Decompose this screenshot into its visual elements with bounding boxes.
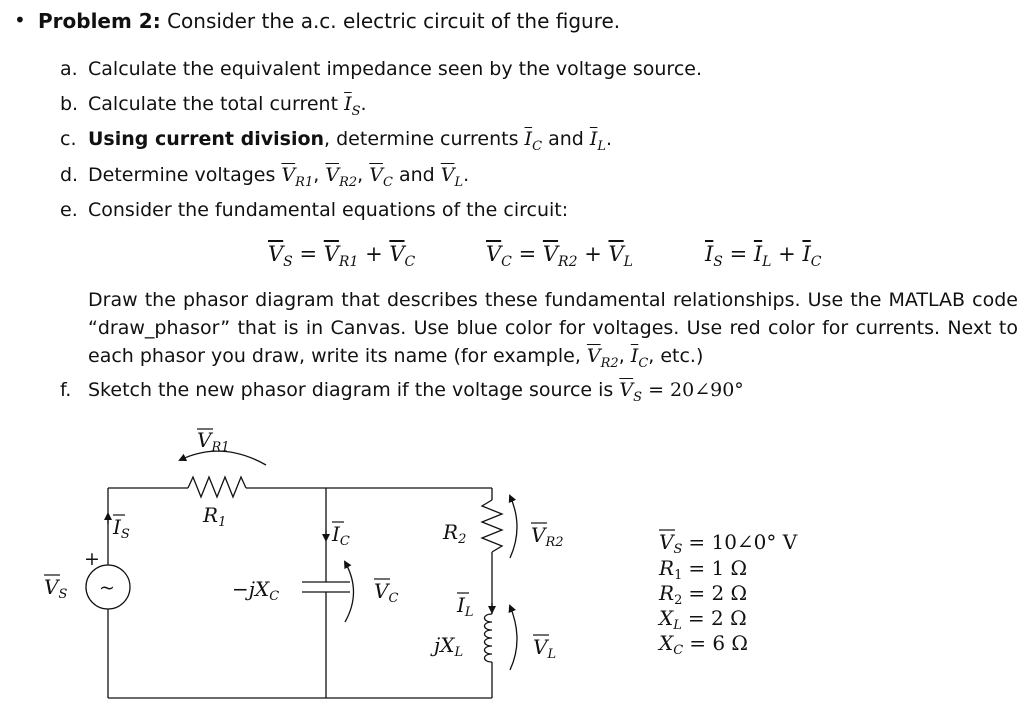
value-vs: $V_S$ = 10∠0° V: [659, 530, 798, 557]
source-plus: +: [84, 548, 100, 570]
problem-intro: Consider the a.c. electric circuit of the figure.: [167, 9, 621, 33]
is-sub: S: [351, 103, 361, 119]
label-ic: $I_C$: [332, 522, 350, 549]
item-c-end: .: [606, 128, 613, 150]
ic-sub: C: [532, 138, 543, 154]
item-d-marker: d.: [60, 164, 79, 186]
vs-new-value: = 20∠90°: [648, 379, 744, 401]
eq3-term-b-sub: L: [762, 254, 772, 271]
label-r2: $R_2$: [443, 520, 467, 547]
eq1-term-c-sub: C: [404, 254, 416, 271]
item-c-marker: c.: [60, 128, 77, 150]
eq1-term-b-sub: R1: [338, 254, 359, 271]
item-b-marker: b.: [60, 93, 79, 115]
paragraph-line-3-end: , etc.): [648, 345, 704, 367]
label-il: $I_L$: [457, 593, 474, 620]
label-vr1: $V_{R1}$: [197, 428, 230, 455]
value-r1: $R_1 = 1$ Ω: [659, 556, 748, 583]
eq2-term-b: $\overline{V}$: [542, 242, 559, 266]
label-r1: $R_1$: [203, 503, 227, 530]
paragraph-line-2: “draw_phasor” that is in Canvas. Use blue color for voltages. Use red color for currents. Next to: [88, 317, 1018, 339]
vc-symbol: $\overline{V}$: [369, 164, 383, 186]
eq2-term-b-sub: R2: [558, 254, 578, 271]
vs-new-symbol: $\overline{V}$: [619, 379, 634, 401]
paragraph-line-3: each phasor you draw, write its name (for example, $\overline{V}_{R2}$, $\overline{I}_C$, etc.): [88, 345, 704, 371]
bullet: •: [14, 8, 26, 32]
item-b-text: Calculate the total current: [88, 93, 339, 115]
item-d-end: .: [463, 164, 470, 186]
eq2-term-a: $\overline{V}$: [486, 242, 502, 266]
eq3-term-b: $\overline{I}$: [753, 242, 763, 266]
item-c-and: and: [548, 128, 584, 150]
item-e-text: Consider the fundamental equations of the circuit:: [88, 199, 569, 221]
vr1-sub: R1: [295, 174, 314, 190]
paragraph-line-3-start: each phasor you draw, write its name (for example,: [88, 345, 581, 367]
item-e-marker: e.: [60, 199, 78, 221]
ic-symbol: $\overline{I}$: [524, 128, 533, 150]
is-symbol: $\overline{I}$: [344, 93, 352, 115]
label-is: $I_S$: [113, 515, 130, 542]
resistor-r1: [188, 477, 246, 497]
eq2-equals: =: [518, 242, 537, 266]
eq3-term-c-sub: C: [810, 254, 822, 271]
eq1-term-a: $\overline{V}$: [268, 242, 284, 266]
item-c-bold: Using current division: [88, 128, 325, 150]
example-ic-symbol: $\overline{I}$: [630, 345, 639, 367]
label-vs: $V_S$: [44, 575, 68, 602]
vs-new-sub: S: [633, 389, 643, 405]
vc-sub: C: [382, 174, 393, 190]
paragraph-line-1: Draw the phasor diagram that describes these fundamental relationships. Use the MATLAB code: [88, 289, 1018, 311]
item-a-text: Calculate the equivalent impedance seen by the voltage source.: [88, 58, 703, 80]
eq3-term-a: $\overline{I}$: [705, 242, 714, 266]
example-ic-sub: C: [638, 355, 649, 371]
eq3-term-a-sub: S: [713, 254, 723, 271]
example-vr2-symbol: $\overline{V}$: [586, 345, 601, 367]
vr2-symbol: $\overline{V}$: [325, 164, 340, 186]
eq1-equals: =: [299, 242, 318, 266]
eq3-term-c: $\overline{I}$: [802, 242, 811, 266]
value-r2: $R_2 = 2$ Ω: [659, 581, 748, 608]
vr2-sub: R2: [339, 174, 358, 190]
label-vc: $V_C$: [374, 579, 399, 606]
label-xl: $jX_L$: [434, 633, 464, 660]
eq1-term-b: $\overline{V}$: [323, 242, 339, 266]
vr2-voltage-arrow: [510, 496, 517, 558]
inductor-coil: [485, 614, 493, 662]
eq2-term-c: $\overline{V}$: [608, 242, 624, 266]
eq2-term-c-sub: L: [623, 254, 633, 271]
vl-symbol: $\overline{V}$: [440, 164, 455, 186]
eq3-equals: =: [729, 242, 748, 266]
label-vr2: $V_{R2}$: [531, 523, 564, 550]
label-xc: $-jX_C$: [232, 577, 280, 604]
problem-title: Problem 2:: [38, 9, 161, 33]
item-d-and: and: [398, 164, 435, 186]
label-vl: $V_L$: [533, 635, 557, 662]
item-d: Determine voltages $\overline{V}_{R1}$, $\overline{V}_{R2}$, $\overline{V}_C$ and $\overline{V}_L$.: [88, 164, 470, 190]
item-c-text: , determine currents: [324, 128, 519, 150]
vl-sub: L: [454, 174, 464, 190]
value-xl: $X_L = 2$ Ω: [659, 606, 747, 633]
vr1-symbol: $\overline{V}$: [281, 164, 296, 186]
eq2-term-a-sub: C: [501, 254, 512, 271]
source-tilde: ~: [99, 577, 115, 599]
resistor-r2: [482, 500, 502, 552]
example-vr2-sub: R2: [600, 355, 619, 371]
eq1-plus: +: [365, 242, 383, 266]
value-xc: $X_C = 6$ Ω: [659, 631, 748, 658]
il-sub: L: [597, 138, 607, 154]
item-f-marker: f.: [60, 379, 72, 401]
item-b-end: .: [360, 93, 367, 115]
item-d-text: Determine voltages: [88, 164, 276, 186]
eq3-plus: +: [778, 242, 796, 266]
eq2-plus: +: [584, 242, 602, 266]
eq1-term-c: $\overline{V}$: [389, 242, 405, 266]
vl-voltage-arrow: [510, 606, 517, 670]
item-a-marker: a.: [60, 58, 78, 80]
il-symbol: $\overline{I}$: [589, 128, 598, 150]
eq1-term-a-sub: S: [283, 254, 293, 271]
item-f-text: Sketch the new phasor diagram if the voltage source is: [88, 379, 614, 401]
